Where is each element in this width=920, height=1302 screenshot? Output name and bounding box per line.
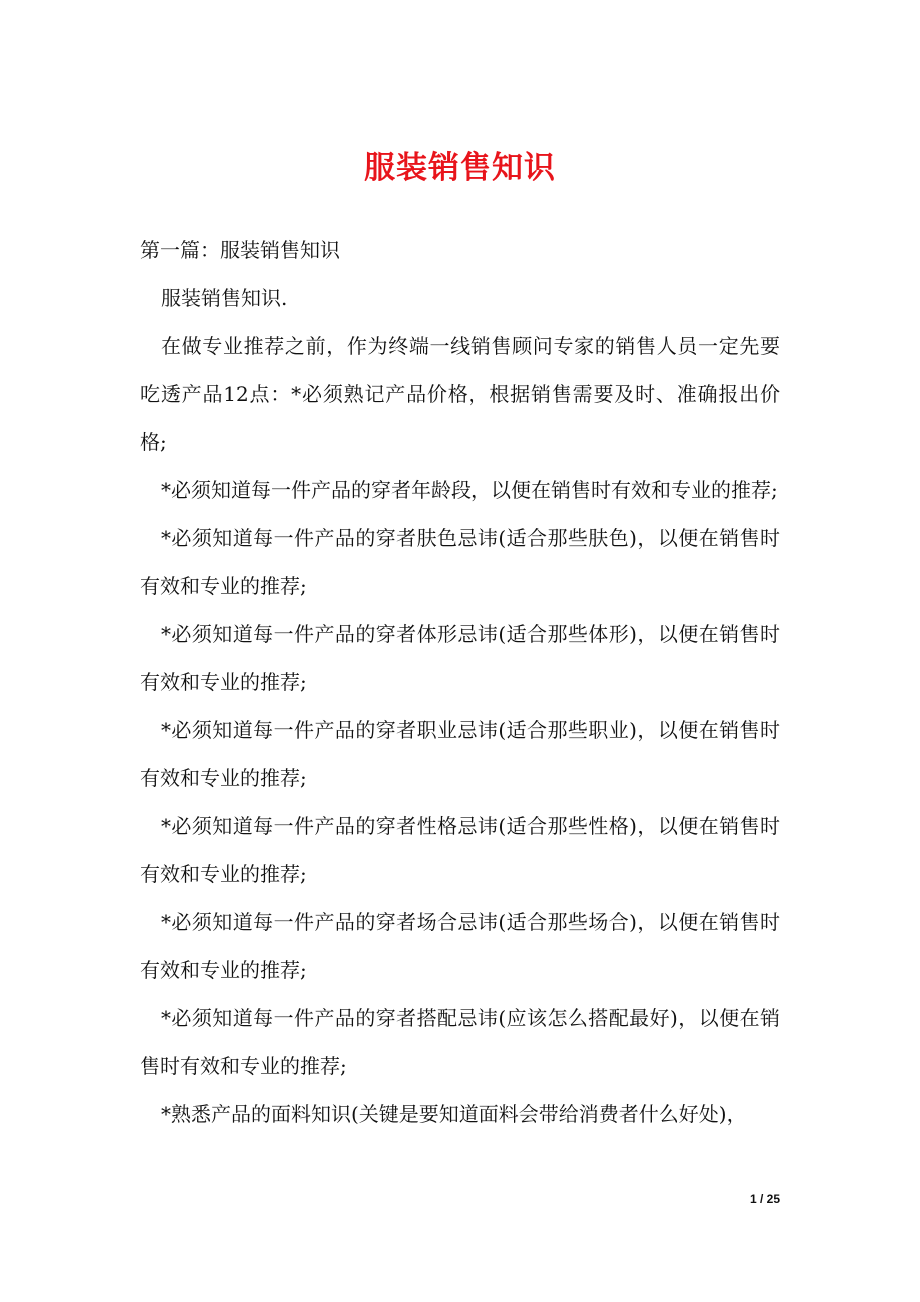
paragraph: *必须知道每一件产品的穿者体形忌讳(适合那些体形)，以便在销售时有效和专业的推荐; (140, 622, 780, 694)
document-title: 服装销售知识 (364, 150, 556, 186)
page-number: 1 / 25 (749, 1192, 780, 1206)
paragraph: *熟悉产品的面料知识(关键是要知道面料会带给消费者什么好处)， (161, 1102, 747, 1126)
paragraph: *必须知道每一件产品的穿者肤色忌讳(适合那些肤色)，以便在销售时有效和专业的推荐; (140, 526, 780, 598)
paragraph: *必须知道每一件产品的穿者年龄段，以便在销售时有效和专业的推荐; (161, 478, 778, 502)
paragraph: *必须知道每一件产品的穿者职业忌讳(适合那些职业)，以便在销售时有效和专业的推荐; (140, 718, 780, 790)
paragraph: *必须知道每一件产品的穿者性格忌讳(适合那些性格)，以便在销售时有效和专业的推荐; (140, 814, 780, 886)
paragraph: *必须知道每一件产品的穿者搭配忌讳(应该怎么搭配最好)，以便在销售时有效和专业的推荐; (140, 1006, 780, 1078)
paragraph: 服装销售知识. (161, 286, 288, 310)
section-heading: 第一篇：服装销售知识 (140, 238, 340, 262)
paragraph: *必须知道每一件产品的穿者场合忌讳(适合那些场合)，以便在销售时有效和专业的推荐; (140, 910, 780, 982)
paragraph: 在做专业推荐之前，作为终端一线销售顾问专家的销售人员一定先要吃透产品12点：*必须熟记产品价格，根据销售需要及时、准确报出价格; (140, 334, 780, 454)
document-body (140, 226, 780, 1138)
